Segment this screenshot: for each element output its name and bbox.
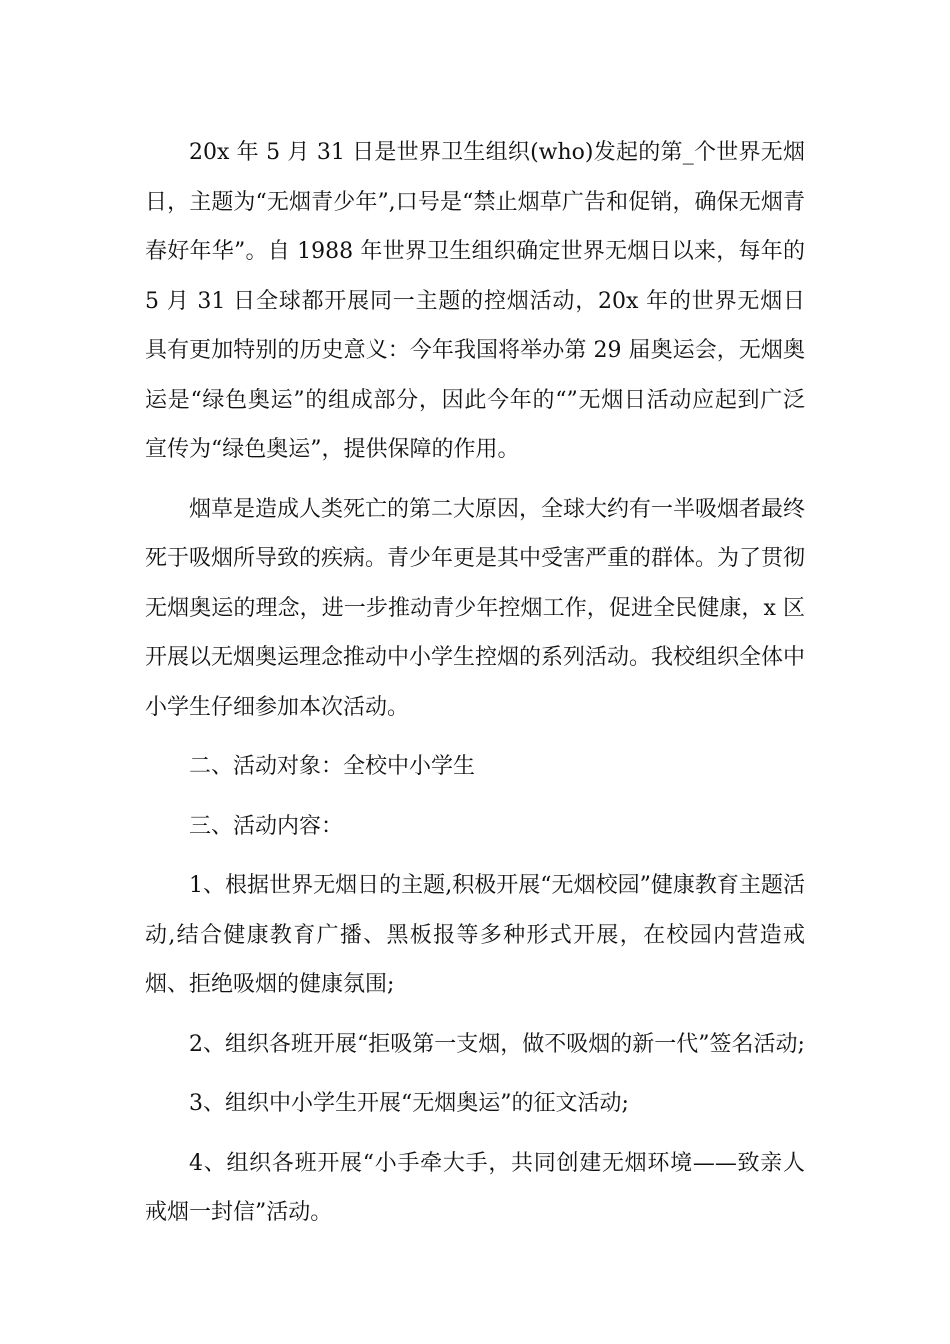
list-item-4: 4、组织各班开展“小手牵大手，共同创建无烟环境——致亲人戒烟一封信”活动。 <box>145 1150 805 1225</box>
paragraph-background: 烟草是造成人类死亡的第二大原因，全球大约有一半吸烟者最终死于吸烟所导致的疾病。青少年更是其中受害严重的群体。为了贯彻无烟奥运的理念，进一步推动青少年控烟工作，促进全民健康，x 区开展以无烟奥运理念推动中小学生控烟的系列活动。我校组织全体中小学生仔细参加本次活动。 <box>145 496 806 720</box>
section-heading-target: 二、活动对象：全校中小学生 <box>189 754 476 779</box>
list-item-3: 3、组织中小学生开展“无烟奥运”的征文活动; <box>189 1091 629 1116</box>
list-item-1: 1、根据世界无烟日的主题,积极开展“无烟校园”健康教育主题活动,结合健康教育广播、黑板报等多种形式开展，在校园内营造戒烟、拒绝吸烟的健康氛围; <box>145 873 805 997</box>
document-body <box>145 128 805 1248</box>
section-heading-content: 三、活动内容： <box>189 813 344 839</box>
list-item-2: 2、组织各班开展“拒吸第一支烟，做不吸烟的新一代”签名活动; <box>189 1031 805 1057</box>
paragraph-intro: 20x 年 5 月 31 日是世界卫生组织(who)发起的第_个世界无烟日，主题为“无烟青少年”,口号是“禁止烟草广告和促销，确保无烟青春好年华”。自 1988 年世界卫生组织确定世界无烟日以来，每年的 5 月 31 日全球都开展同一主题的控烟活动，20x 年的世界无烟日具有更加特别的历史意义：今年我国将举办第 29 届奥运会，无烟奥运是“绿色奥运”的组成部分，因此今年的“”无烟日活动应起到广泛宣传为“绿色奥运”，提供保障的作用。 <box>145 140 805 462</box>
